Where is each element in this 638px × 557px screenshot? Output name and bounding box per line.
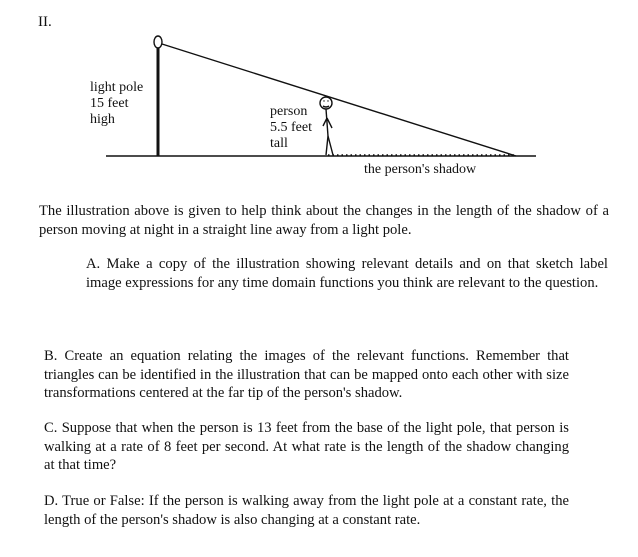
section-number: II. [38, 14, 52, 30]
question-b: B. Create an equation relating the images of the relevant functions. Remember that triangles can be identified in the illustration that can be mapped onto each other with size transformations centered at the far tip of the person's shadow. [44, 348, 569, 401]
question-a: A. Make a copy of the illustration showing relevant details and on that sketch label image expressions for any time domain functions you think are relevant to the question. [86, 256, 608, 291]
lamp-icon [154, 36, 162, 48]
intro-paragraph: The illustration above is given to help think about the changes in the length of the shadow of a person moving at night in a straight line away from a light pole. [39, 203, 609, 238]
question-c: C. Suppose that when the person is 13 feet from the base of the light pole, that person is walking at a rate of 8 feet per second. At what rate is the length of the shadow changing at that time? [44, 420, 569, 473]
person-label: person 5.5 feet tall [270, 104, 312, 151]
light-ray [162, 44, 516, 156]
person-figure-icon [320, 97, 333, 155]
question-d: D. True or False: If the person is walking away from the light pole at a constant rate, the length of the person's shadow is also changing at a constant rate. [44, 493, 569, 528]
shadow-label: the person's shadow [364, 162, 477, 177]
pole-label: light pole 15 feet high [90, 80, 144, 127]
